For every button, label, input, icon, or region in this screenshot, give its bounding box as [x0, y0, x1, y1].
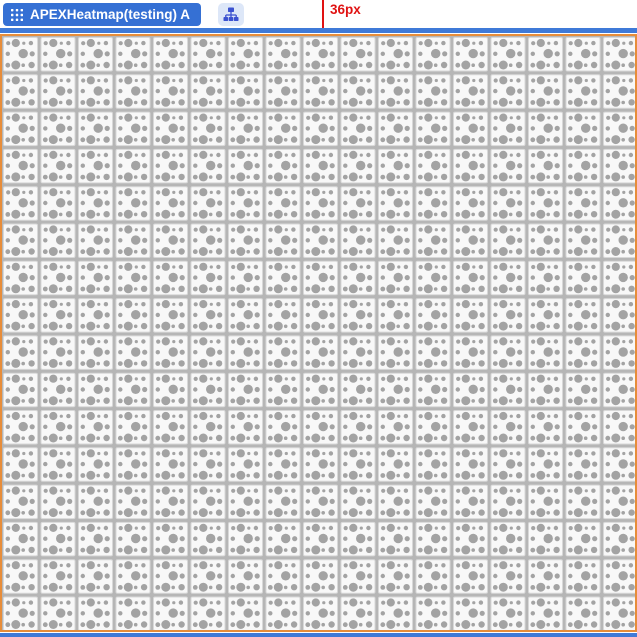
heatmap-tile[interactable] [454, 299, 488, 333]
heatmap-tile[interactable] [454, 75, 488, 109]
heatmap-tile[interactable] [341, 149, 375, 183]
heatmap-tile[interactable] [116, 522, 150, 556]
heatmap-tile[interactable] [416, 560, 450, 594]
heatmap-tile[interactable] [304, 597, 338, 631]
widget-header [0, 0, 637, 28]
heatmap-tile[interactable] [266, 224, 300, 258]
heatmap-tile[interactable] [4, 38, 38, 72]
heatmap-tile[interactable] [229, 299, 263, 333]
heatmap-tile[interactable] [491, 38, 525, 72]
heatmap-tile[interactable] [379, 522, 413, 556]
frame-top-bar [0, 28, 637, 33]
heatmap-tile[interactable] [4, 373, 38, 407]
heatmap-tile[interactable] [491, 187, 525, 221]
heatmap-tile[interactable] [566, 485, 600, 518]
heatmap-tile[interactable] [454, 411, 488, 445]
heatmap-tile[interactable] [154, 75, 188, 109]
heatmap-tile[interactable] [4, 187, 38, 221]
heatmap-tile[interactable] [454, 112, 488, 146]
heatmap-tile[interactable] [79, 560, 113, 594]
heatmap-grid[interactable] [0, 34, 637, 632]
heatmap-tile[interactable] [4, 448, 38, 482]
heatmap-tile[interactable] [604, 448, 636, 482]
heatmap-tile[interactable] [4, 224, 38, 258]
heatmap-tile[interactable] [41, 485, 75, 518]
heatmap-tile[interactable] [229, 38, 263, 72]
heatmap-tile[interactable] [154, 38, 188, 72]
heatmap-tile[interactable] [341, 38, 375, 72]
heatmap-tile[interactable] [41, 411, 75, 445]
heatmap-tile[interactable] [116, 597, 150, 631]
heatmap-tile[interactable] [229, 112, 263, 146]
heatmap-tiles-layer [2, 36, 635, 632]
heatmap-tile[interactable] [154, 336, 188, 370]
heatmap-tile[interactable] [116, 75, 150, 109]
heatmap-tile[interactable] [566, 38, 600, 72]
measurement-line [322, 0, 324, 29]
heatmap-tile[interactable] [266, 560, 300, 594]
heatmap-tile[interactable] [341, 448, 375, 482]
heatmap-tile[interactable] [79, 299, 113, 333]
heatmap-tile[interactable] [416, 75, 450, 109]
heatmap-tile[interactable] [529, 261, 563, 295]
heatmap-tile[interactable] [154, 187, 188, 221]
heatmap-tile[interactable] [79, 112, 113, 146]
heatmap-tile[interactable] [529, 560, 563, 594]
heatmap-tile[interactable] [416, 411, 450, 445]
heatmap-tile[interactable] [304, 411, 338, 445]
heatmap-tile[interactable] [491, 448, 525, 482]
heatmap-tile[interactable] [379, 336, 413, 370]
heatmap-tile[interactable] [341, 299, 375, 333]
heatmap-tile[interactable] [266, 485, 300, 518]
heatmap-tile[interactable] [41, 597, 75, 631]
heatmap-tile[interactable] [529, 112, 563, 146]
heatmap-tile[interactable] [416, 224, 450, 258]
heatmap-tile[interactable] [266, 75, 300, 109]
heatmap-tile[interactable] [229, 448, 263, 482]
heatmap-tile[interactable] [529, 411, 563, 445]
heatmap-tile[interactable] [604, 336, 636, 370]
heatmap-tile[interactable] [154, 448, 188, 482]
heatmap-tile[interactable] [379, 373, 413, 407]
heatmap-tile[interactable] [304, 448, 338, 482]
heatmap-tile[interactable] [529, 373, 563, 407]
heatmap-tile[interactable] [566, 448, 600, 482]
heatmap-tile[interactable] [154, 373, 188, 407]
heatmap-tile[interactable] [79, 485, 113, 518]
heatmap-tile[interactable] [229, 149, 263, 183]
heatmap-tile[interactable] [304, 373, 338, 407]
heatmap-tile[interactable] [491, 411, 525, 445]
heatmap-tile[interactable] [266, 112, 300, 146]
heatmap-tile[interactable] [379, 560, 413, 594]
heatmap-tile[interactable] [191, 373, 225, 407]
heatmap-tile[interactable] [341, 373, 375, 407]
heatmap-tile[interactable] [604, 485, 636, 518]
heatmap-tile[interactable] [379, 299, 413, 333]
heatmap-tile[interactable] [79, 373, 113, 407]
heatmap-tile[interactable] [379, 38, 413, 72]
heatmap-tile[interactable] [379, 448, 413, 482]
heatmap-tile[interactable] [454, 149, 488, 183]
heatmap-tile[interactable] [416, 597, 450, 631]
heatmap-tile[interactable] [529, 448, 563, 482]
heatmap-tile[interactable] [41, 38, 75, 72]
heatmap-tile[interactable] [4, 149, 38, 183]
sitemap-button[interactable] [218, 3, 244, 26]
widget-title: APEXHeatmap(testing) A [30, 7, 191, 22]
heatmap-tile[interactable] [41, 187, 75, 221]
heatmap-tile[interactable] [229, 224, 263, 258]
heatmap-tile[interactable] [4, 485, 38, 518]
heatmap-tile[interactable] [41, 75, 75, 109]
heatmap-tile[interactable] [154, 224, 188, 258]
heatmap-tile[interactable] [154, 560, 188, 594]
heatmap-tile[interactable] [266, 261, 300, 295]
heatmap-tile[interactable] [304, 336, 338, 370]
heatmap-tile[interactable] [341, 597, 375, 631]
heatmap-tile[interactable] [191, 75, 225, 109]
heatmap-tile[interactable] [454, 336, 488, 370]
heatmap-tile[interactable] [379, 149, 413, 183]
heatmap-tile[interactable] [79, 411, 113, 445]
heatmap-tile[interactable] [454, 373, 488, 407]
heatmap-tile[interactable] [604, 187, 636, 221]
heatmap-tile[interactable] [529, 75, 563, 109]
heatmap-tile[interactable] [154, 261, 188, 295]
heatmap-tile[interactable] [529, 187, 563, 221]
heatmap-tile[interactable] [566, 560, 600, 594]
heatmap-tile[interactable] [154, 112, 188, 146]
heatmap-tile[interactable] [4, 299, 38, 333]
heatmap-tile[interactable] [491, 336, 525, 370]
heatmap-tile[interactable] [116, 187, 150, 221]
heatmap-tile[interactable] [116, 560, 150, 594]
heatmap-tile[interactable] [529, 522, 563, 556]
heatmap-tile[interactable] [491, 485, 525, 518]
heatmap-tile[interactable] [116, 485, 150, 518]
heatmap-tile[interactable] [229, 261, 263, 295]
heatmap-tile[interactable] [454, 522, 488, 556]
heatmap-tile[interactable] [416, 187, 450, 221]
heatmap-tile[interactable] [491, 224, 525, 258]
heatmap-tile[interactable] [41, 373, 75, 407]
heatmap-tile[interactable] [566, 224, 600, 258]
heatmap-tile[interactable] [304, 224, 338, 258]
heatmap-tile[interactable] [79, 75, 113, 109]
heatmap-tile[interactable] [491, 75, 525, 109]
heatmap-tile[interactable] [491, 522, 525, 556]
heatmap-tile[interactable] [341, 261, 375, 295]
heatmap-tile[interactable] [416, 149, 450, 183]
heatmap-tile[interactable] [529, 224, 563, 258]
heatmap-tile[interactable] [266, 373, 300, 407]
heatmap-tile[interactable] [341, 112, 375, 146]
sitemap-icon [223, 7, 239, 22]
heatmap-tile[interactable] [79, 522, 113, 556]
heatmap-tile[interactable] [266, 187, 300, 221]
heatmap-tile[interactable] [191, 299, 225, 333]
heatmap-tile[interactable] [566, 187, 600, 221]
heatmap-tile[interactable] [266, 448, 300, 482]
heatmap-tile[interactable] [154, 411, 188, 445]
heatmap-tile[interactable] [604, 411, 636, 445]
heatmap-tile[interactable] [266, 149, 300, 183]
heatmap-tile[interactable] [116, 38, 150, 72]
heatmap-tile[interactable] [266, 336, 300, 370]
heatmap-tile[interactable] [379, 597, 413, 631]
heatmap-tile[interactable] [191, 560, 225, 594]
heatmap-tile[interactable] [116, 411, 150, 445]
heatmap-tile[interactable] [154, 522, 188, 556]
heatmap-tile[interactable] [229, 75, 263, 109]
heatmap-tile[interactable] [116, 261, 150, 295]
heatmap-tile[interactable] [341, 224, 375, 258]
heatmap-tile[interactable] [229, 336, 263, 370]
heatmap-tile[interactable] [379, 75, 413, 109]
heatmap-tile[interactable] [604, 299, 636, 333]
widget-title-button[interactable] [3, 3, 201, 26]
heatmap-tile[interactable] [454, 187, 488, 221]
heatmap-tile[interactable] [79, 187, 113, 221]
heatmap-tile[interactable] [341, 75, 375, 109]
heatmap-tile[interactable] [191, 336, 225, 370]
heatmap-tile[interactable] [191, 187, 225, 221]
heatmap-tile[interactable] [304, 112, 338, 146]
heatmap-tile[interactable] [454, 261, 488, 295]
heatmap-tile[interactable] [379, 224, 413, 258]
heatmap-tile[interactable] [191, 448, 225, 482]
heatmap-tile[interactable] [341, 485, 375, 518]
heatmap-tile[interactable] [229, 187, 263, 221]
heatmap-tile[interactable] [529, 485, 563, 518]
heatmap-tile[interactable] [229, 373, 263, 407]
heatmap-tile[interactable] [79, 38, 113, 72]
heatmap-tile[interactable] [491, 597, 525, 631]
heatmap-tile[interactable] [41, 112, 75, 146]
heatmap-tile[interactable] [266, 299, 300, 333]
heatmap-tile[interactable] [529, 299, 563, 333]
heatmap-tile[interactable] [229, 597, 263, 631]
heatmap-tile[interactable] [304, 38, 338, 72]
heatmap-tile[interactable] [341, 411, 375, 445]
heatmap-tile[interactable] [604, 560, 636, 594]
heatmap-tile[interactable] [229, 485, 263, 518]
heatmap-tile[interactable] [416, 299, 450, 333]
heatmap-tile[interactable] [4, 112, 38, 146]
heatmap-tile[interactable] [4, 336, 38, 370]
heatmap-tile[interactable] [529, 38, 563, 72]
heatmap-tile[interactable] [604, 75, 636, 109]
heatmap-tile[interactable] [604, 38, 636, 72]
heatmap-tile[interactable] [566, 373, 600, 407]
heatmap-tile[interactable] [154, 149, 188, 183]
heatmap-tile[interactable] [116, 448, 150, 482]
heatmap-tile[interactable] [454, 560, 488, 594]
heatmap-tile[interactable] [566, 336, 600, 370]
heatmap-tile[interactable] [79, 448, 113, 482]
heatmap-tile[interactable] [116, 224, 150, 258]
heatmap-tile[interactable] [566, 112, 600, 146]
measurement-label: 36px [330, 2, 361, 17]
heatmap-tile[interactable] [304, 485, 338, 518]
heatmap-tile[interactable] [191, 522, 225, 556]
heatmap-tile[interactable] [416, 373, 450, 407]
heatmap-tile[interactable] [191, 149, 225, 183]
heatmap-tile[interactable] [4, 75, 38, 109]
heatmap-tile[interactable] [304, 522, 338, 556]
heatmap-tile[interactable] [604, 149, 636, 183]
heatmap-tile[interactable] [191, 261, 225, 295]
heatmap-tile[interactable] [454, 485, 488, 518]
heatmap-tile[interactable] [341, 187, 375, 221]
heatmap-tile[interactable] [416, 38, 450, 72]
heatmap-tile[interactable] [191, 224, 225, 258]
heatmap-tile[interactable] [491, 299, 525, 333]
heatmap-tile[interactable] [454, 224, 488, 258]
heatmap-tile[interactable] [4, 522, 38, 556]
heatmap-tile[interactable] [416, 485, 450, 518]
heatmap-tile[interactable] [379, 261, 413, 295]
heatmap-tile[interactable] [604, 522, 636, 556]
heatmap-tile[interactable] [79, 149, 113, 183]
heatmap-tile[interactable] [41, 336, 75, 370]
heatmap-tile[interactable] [416, 336, 450, 370]
heatmap-tile[interactable] [341, 560, 375, 594]
heatmap-tile[interactable] [41, 261, 75, 295]
heatmap-tile[interactable] [79, 261, 113, 295]
heatmap-tile[interactable] [229, 560, 263, 594]
heatmap-tile[interactable] [341, 336, 375, 370]
drag-handle-icon [11, 9, 23, 21]
heatmap-tile[interactable] [79, 336, 113, 370]
heatmap-tile[interactable] [191, 38, 225, 72]
heatmap-tile[interactable] [41, 522, 75, 556]
heatmap-tile[interactable] [266, 597, 300, 631]
heatmap-tile[interactable] [191, 112, 225, 146]
heatmap-tile[interactable] [304, 261, 338, 295]
heatmap-tile[interactable] [154, 485, 188, 518]
heatmap-tile[interactable] [416, 522, 450, 556]
heatmap-tile[interactable] [416, 261, 450, 295]
heatmap-tile[interactable] [566, 597, 600, 631]
heatmap-tile[interactable] [266, 38, 300, 72]
heatmap-tile[interactable] [229, 522, 263, 556]
heatmap-tile[interactable] [566, 261, 600, 295]
heatmap-tile[interactable] [529, 597, 563, 631]
heatmap-tile[interactable] [604, 597, 636, 631]
heatmap-tile[interactable] [191, 597, 225, 631]
heatmap-tile[interactable] [491, 112, 525, 146]
heatmap-tile[interactable] [304, 299, 338, 333]
heatmap-tile[interactable] [304, 149, 338, 183]
heatmap-tile[interactable] [604, 373, 636, 407]
heatmap-tile[interactable] [416, 448, 450, 482]
heatmap-tile[interactable] [454, 38, 488, 72]
heatmap-tile[interactable] [229, 411, 263, 445]
heatmap-tile[interactable] [529, 336, 563, 370]
heatmap-tile[interactable] [4, 411, 38, 445]
heatmap-tile[interactable] [491, 261, 525, 295]
heatmap-tile[interactable] [604, 112, 636, 146]
heatmap-tile[interactable] [416, 112, 450, 146]
heatmap-tile[interactable] [566, 522, 600, 556]
heatmap-tile[interactable] [379, 485, 413, 518]
heatmap-tile[interactable] [566, 75, 600, 109]
heatmap-tile[interactable] [4, 597, 38, 631]
heatmap-tile[interactable] [566, 299, 600, 333]
heatmap-tile[interactable] [4, 261, 38, 295]
heatmap-tile[interactable] [566, 149, 600, 183]
heatmap-tile[interactable] [379, 112, 413, 146]
heatmap-tile[interactable] [604, 224, 636, 258]
heatmap-tile[interactable] [154, 597, 188, 631]
heatmap-tile[interactable] [116, 373, 150, 407]
heatmap-tile[interactable] [41, 149, 75, 183]
heatmap-tile[interactable] [566, 411, 600, 445]
heatmap-tile[interactable] [41, 224, 75, 258]
heatmap-tile[interactable] [4, 560, 38, 594]
heatmap-tile[interactable] [79, 597, 113, 631]
heatmap-tile[interactable] [41, 560, 75, 594]
heatmap-tile[interactable] [529, 149, 563, 183]
heatmap-tile[interactable] [304, 187, 338, 221]
heatmap-tile[interactable] [41, 448, 75, 482]
frame-bottom-bar [0, 633, 637, 637]
heatmap-tile[interactable] [454, 597, 488, 631]
heatmap-tile[interactable] [154, 299, 188, 333]
heatmap-tile[interactable] [116, 336, 150, 370]
heatmap-tile[interactable] [266, 411, 300, 445]
heatmap-tile[interactable] [604, 261, 636, 295]
heatmap-tile[interactable] [116, 149, 150, 183]
heatmap-tile[interactable] [116, 112, 150, 146]
heatmap-tile[interactable] [379, 411, 413, 445]
heatmap-tile[interactable] [266, 522, 300, 556]
heatmap-tile[interactable] [191, 485, 225, 518]
heatmap-tile[interactable] [41, 299, 75, 333]
heatmap-tile[interactable] [491, 373, 525, 407]
heatmap-tile[interactable] [79, 224, 113, 258]
heatmap-tile[interactable] [491, 560, 525, 594]
heatmap-tile[interactable] [491, 149, 525, 183]
heatmap-tile[interactable] [304, 75, 338, 109]
heatmap-tile[interactable] [454, 448, 488, 482]
heatmap-tile[interactable] [191, 411, 225, 445]
heatmap-tile[interactable] [341, 522, 375, 556]
heatmap-tile[interactable] [304, 560, 338, 594]
heatmap-tile[interactable] [116, 299, 150, 333]
heatmap-tile[interactable] [379, 187, 413, 221]
